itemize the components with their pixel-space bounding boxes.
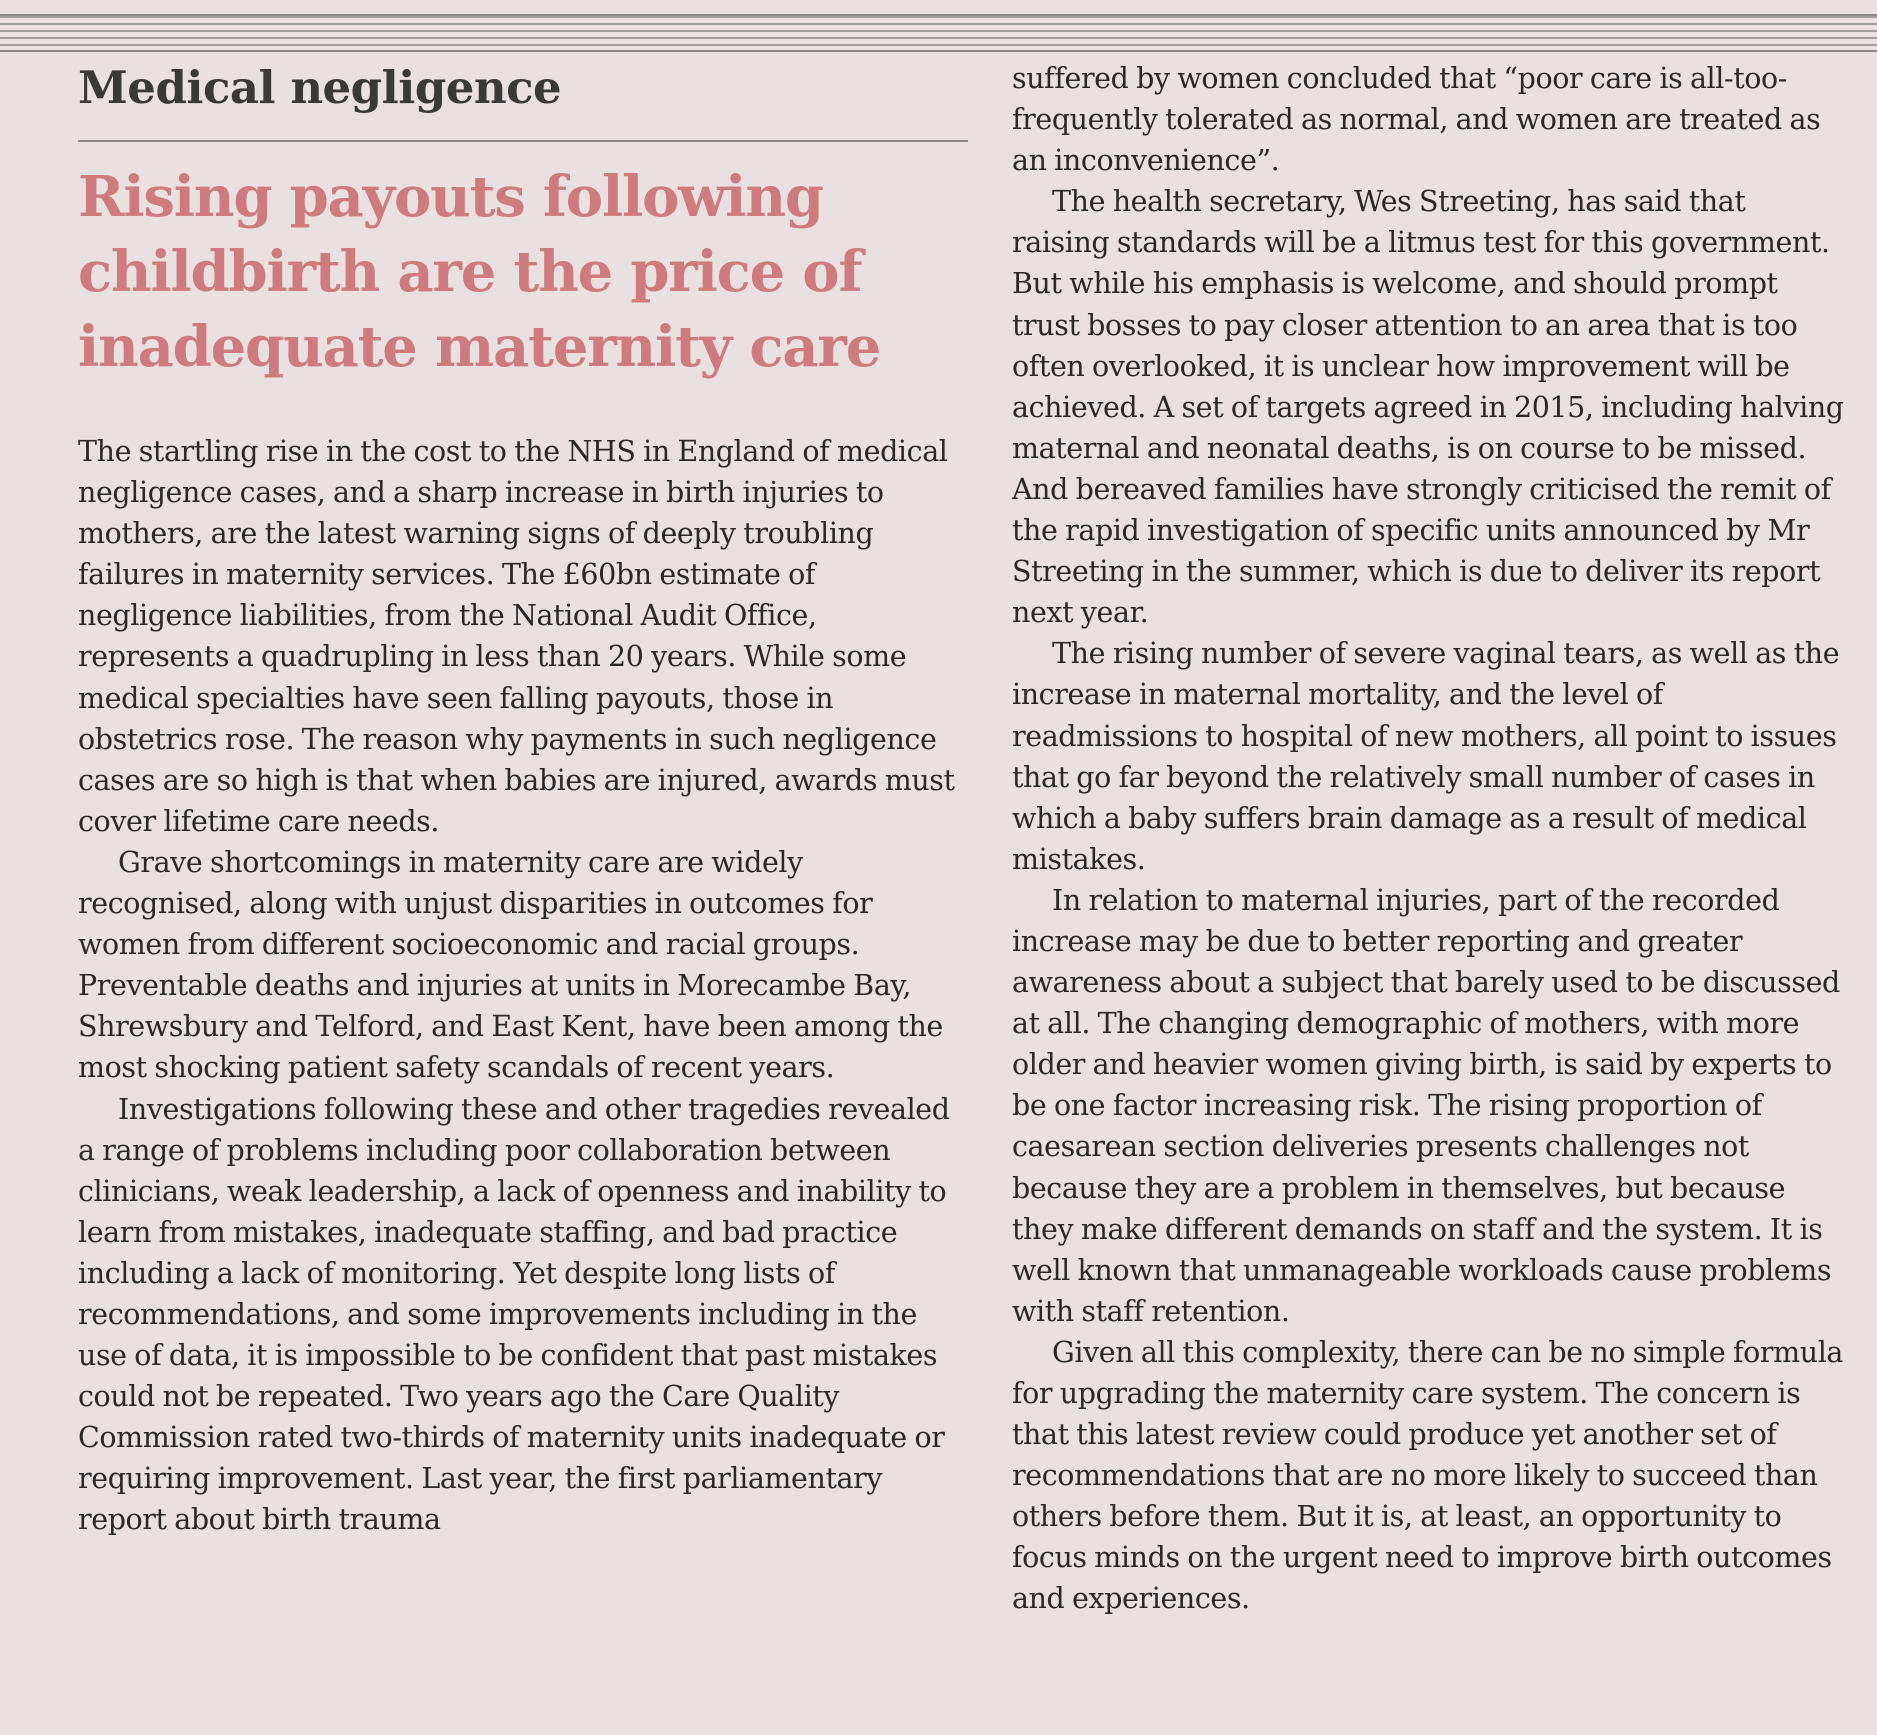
paragraph: Investigations following these and other tragedies revealed a range of problems including poor collaboration between clinicians, weak leadership, a lack of openness and inability to learn from mistakes, inadequate staffing, and bad practice including a lack of monitoring. Yet despite long lists of recommendations, and some improvements including in the use of data, it is impossible to be confident that past mistakes could not be repeated. Two years ago the Care Quality Commission rated two-thirds of maternity units inadequate or requiring improvement. Last year, the first parliamentary report about birth trauma [78, 1092, 950, 1537]
right-column [1012, 58, 1847, 1620]
paragraph: The startling rise in the cost to the NHS in England of medical negligence cases, and a sharp increase in birth injuries to mothers, are the latest warning signs of deeply troubling failures in maternity services. The £60bn estimate of negligence liabilities, from the National Audit Office, represents a quadrupling in less than 20 years. While some medical specialties have seen falling payouts, those in obstetrics rose. The reason why payments in such negligence cases are so high is that when babies are injured, awards must cover lifetime care needs. [78, 435, 955, 838]
paragraph: Given all this complexity, there can be no simple formula for upgrading the maternity care system. The concern is that this latest review could produce yet another set of recommendations that are no more likely to succeed than others before them. But it is, at least, an opportunity to focus minds on the urgent need to improve birth outcomes and experiences. [1012, 1335, 1843, 1616]
section-kicker: Medical negligence [78, 58, 968, 142]
paragraph: The health secretary, Wes Streeting, has said that raising standards will be a litmus test for this government. But while his emphasis is welcome, and should prompt trust bosses to pay closer attention to an area that is too often overlooked, it is unclear how improvement will be achieved. A set of targets agreed in 2015, including halving maternal and neonatal deaths, is on course to be missed. And bereaved families have strongly criticised the remit of the rapid investigation of specific units announced by Mr Streeting in the summer, which is due to deliver its report next year. [1012, 185, 1844, 630]
paragraph: Grave shortcomings in maternity care are widely recognised, along with unjust disparities in outcomes for women from different socioeconomic and racial groups. Preventable deaths and injuries at units in Morecambe Bay, Shrewsbury and Telford, and East Kent, have been among the most shocking patient safety scandals of recent years. [78, 845, 943, 1085]
paragraph: The rising number of severe vaginal tears, as well as the increase in maternal mortality, and the level of readmissions to hospital of new mothers, all point to issues that go far beyond the relatively small number of cases in which a baby suffers brain damage as a result of medical mistakes. [1012, 637, 1840, 876]
top-rule-lines [0, 14, 1877, 52]
paragraph: In relation to maternal injuries, part of the recorded increase may be due to better reporting and greater awareness about a subject that barely used to be discussed at all. The changing demographic of mothers, with more older and heavier women giving birth, is said by experts to be one factor increasing risk. The rising proportion of caesarean section deliveries presents challenges not because they are a problem in themselves, but because they make different demands on staff and the system. It is well known that unmanageable workloads cause problems with staff retention. [1012, 883, 1840, 1328]
paragraph: suffered by women concluded that “poor care is all-too-frequently tolerated as normal, and women are treated as an inconvenience”. [1012, 62, 1821, 178]
headline: Rising payouts following childbirth are the price of inadequate maternity care [78, 164, 881, 380]
right-body [1012, 58, 1847, 1620]
left-body [78, 431, 968, 1541]
left-column [78, 58, 968, 1541]
